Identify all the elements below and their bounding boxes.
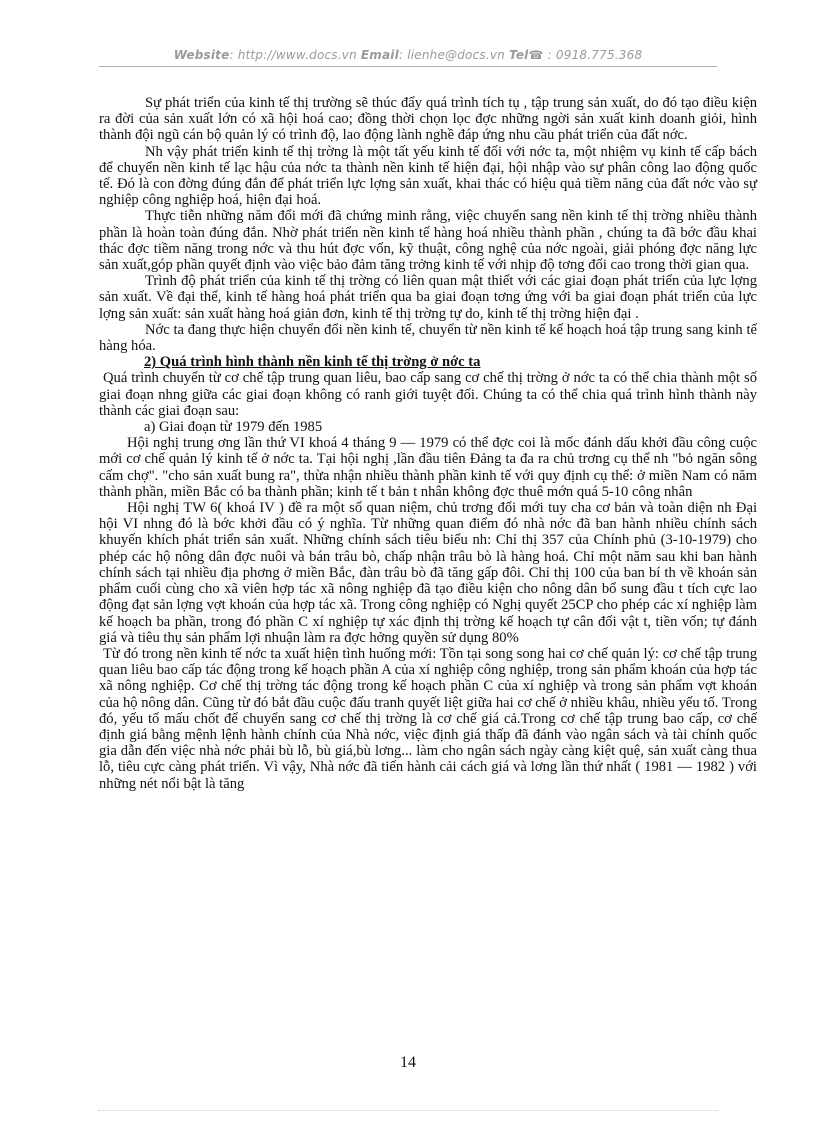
page-number: 14	[400, 1054, 416, 1071]
body-paragraph: Nh vậy phát triển kinh tế thị trờng là một tất yếu kinh tế đối với nớc ta, một nhiệm vụ kinh tế cấp bách để chuyển nền kinh tế lạc hậu của nớc ta thành nền kinh tế hiện đại, hội nhập vào sự phân công lao động quốc tế. Đó là con đờng đúng đắn để phát triển lực lợng sản xuất, khai thác có hiệu quả tiềm năng của đất nớc vào sự nghiệp công nghiệp hoá, hiện đại hoá.	[99, 143, 757, 209]
footer-divider	[98, 1110, 718, 1111]
document-body	[99, 95, 757, 792]
body-paragraph: Hội nghị TW 6( khoá IV ) đề ra một số quan niệm, chủ trơng đổi mới tuy cha cơ bản và toàn diện nh Đại hội VI nhng đó là bớc khởi đầu có ý nghĩa. Từ những quan điểm đó nhà nớc đã ban hành nhiều chính sách khuyến khích phát triển sản xuất. Những chính sách tiêu biểu nh: Chỉ thị 357 của Chính phủ (3-10-1979) cho phép các hộ nông dân đợc nuôi và bán trâu bò, chấp nhận trâu bò là hàng hoá. Chỉ một năm sau khi ban hành chính sách tại nhiều địa phơng ở miền Bắc, đàn trâu bò đã tăng gấp đôi. Chỉ thị 100 của ban bí th về khoán sản phẩm cuối cùng cho xã viên hợp tác xã nông nghiệp đã tạo điều kiện cho nông dân bổ sung đầu t tích cực lao động đạt sản lợng vợt khoán của hợp tác xã. Trong công nghiệp có Nghị quyết 25CP cho phép các xí nghiệp làm kế hoạch ba phần, trong đó phần C xí nghiệp tự xác định thị trờng kế hoạch tự cân đối vật t, tiền vốn; tự đánh giá và tiêu thụ sản phẩm lợi nhuận làm ra đợc hởng quyền sử dụng 80%	[99, 500, 757, 646]
website-value: : http://www.docs.vn	[229, 48, 357, 62]
page-header	[0, 48, 816, 62]
sub-heading: a) Giai đoạn từ 1979 đến 1985	[144, 419, 323, 436]
website-label: Website	[173, 48, 230, 62]
body-paragraph: Nớc ta đang thực hiện chuyển đổi nền kinh tế, chuyển từ nền kinh tế kế hoạch hoá tập trung sang kinh tế hàng hóa.	[99, 321, 757, 355]
body-paragraph: Hội nghị trung ơng lần thứ VI khoá 4 tháng 9 — 1979 có thể đợc coi là mốc đánh dấu khởi đầu công cuộc mới cơ chế quản lý kinh tế ở nớc ta. Tại hội nghị ,lần đầu tiên Đảng ta đa ra chủ trơng cụ thể nh "bỏ ngăn sông cấm chợ". "cho sản xuất bung ra", thừa nhận nhiều thành phần kinh tế với quy định cụ thể: ở miền Nam có năm thành phần, miền Bắc có ba thành phần; kinh tế t bản t nhân không đợc thuê mớn quá 5-10 công nhân	[99, 435, 757, 500]
body-paragraph: Sự phát triển của kinh tế thị trường sẽ thúc đẩy quá trình tích tụ , tập trung sản xuất, do đó tạo điều kiện ra đời của sản xuất lớn có xã hội hoá cao; đồng thời chọn lọc đợc những ngời sản xuất kinh doanh giỏi, hình thành đội ngũ cán bộ quản lý có trình độ, lao động lành nghề đáp ứng nhu cầu phát triển của đất nớc.	[99, 95, 757, 144]
email-value: : lienhe@docs.vn	[398, 48, 505, 62]
tel-label: Tel	[509, 48, 529, 62]
body-paragraph: Trình độ phát triển của kinh tế thị trờng có liên quan mật thiết với các giai đoạn phát triển của lực lợng sản xuất. Về đại thể, kinh tế hàng hoá phát triển qua ba giai đoạn tơng ứng với ba giai đoạn phát triển của lực lợng sản xuất: sản xuất hàng hoá giản đơn, kinh tế thị trờng tự do, kinh tế thị trờng hiện đại .	[99, 273, 757, 322]
body-paragraph: Từ đó trong nền kinh tế nớc ta xuất hiện tình huống mới: Tồn tại song song hai cơ chế quản lý: cơ chế tập trung quan liêu bao cấp tác động trong kế hoạch phần A của xí nghiệp công nghiệp, trong sản phẩm khoán của hợp tác xã nông nghiệp. Cơ chế thị trờng tác động trong kế hoạch phần C của xí nghiệp và trong sản phẩm vợt khoán của hộ nông dân. Cũng từ đó bắt đầu cuộc đấu tranh quyết liệt giữa hai cơ chế ở nhiều khâu, nhiều yếu tố. Trong đó, yếu tố mấu chốt để chuyển sang cơ chế thị trờng là cơ chế giá cả.Trong cơ chế tập trung bao cấp, cơ chế định giá bằng mệnh lệnh hành chính của Nhà nớc, việc định giá thấp đã đánh vào ngân sách và tài chính quốc gia dẫn đến việc nhà nớc phải bù lỗ, bù giá,bù lơng... làm cho ngân sách ngày càng kiệt quệ, sản xuất càng thua lỗ, tiêu cực càng phát triển. Vì vậy, Nhà nớc đã tiến hành cải cách giá và lơng lần thứ nhất ( 1981 — 1982 ) với những nét nổi bật là tăng	[99, 645, 757, 792]
body-paragraph: Thực tiễn những năm đổi mới đã chứng minh rằng, việc chuyển sang nền kinh tế thị trờng nhiều thành phần là hoàn toàn đúng đắn. Nhờ phát triển nền kinh tế hàng hoá nhiều thành phần , chúng ta đã bớc đầu khai thác đợc tiềm năng trong nớc và thu hút đợc vốn, kỹ thuật, công nghệ của nớc ngoài, giải phóng đợc năng lực sản xuất,góp phần quyết định vào việc bảo đảm tăng trởng kinh tế với nhịp độ tơng đối cao trong thời gian qua.	[99, 208, 757, 274]
email-label: Email	[360, 48, 399, 62]
section-heading: 2) Quá trình hình thành nền kinh tế thị trờng ở nớc ta	[144, 354, 481, 371]
header-divider	[99, 66, 717, 67]
body-paragraph: Quá trình chuyển từ cơ chế tập trung quan liêu, bao cấp sang cơ chế thị trờng ở nớc ta có thể chia thành một số giai đoạn nhng giữa các giai đoạn không có ranh giới tuyệt đối. Chúng ta có thể chia quá trình hình thành này thành các giai đoạn sau:	[99, 370, 757, 419]
tel-value: ☎ : 0918.775.368	[528, 48, 643, 62]
